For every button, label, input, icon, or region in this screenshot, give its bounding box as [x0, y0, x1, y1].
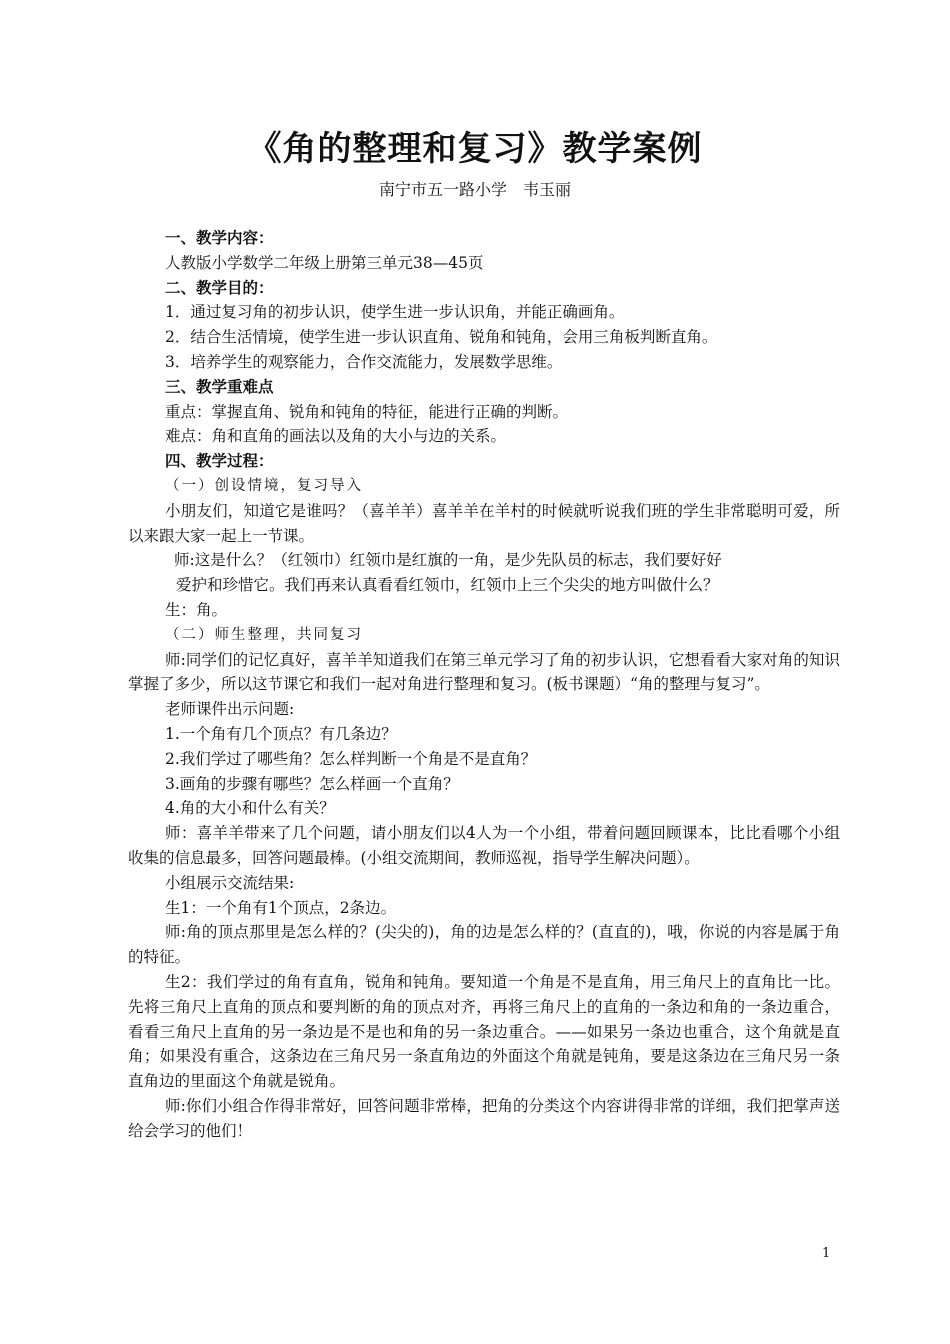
- subsection-heading: （二）师生整理，共同复习: [165, 626, 363, 643]
- paragraph: 师:同学们的记忆真好，喜羊羊知道我们在第三单元学习了角的初步认识，它想看看大家对角的知识掌握了多少，所以这节课它和我们一起对角进行整理和复习。(板书课题）“角的整理与复习”。: [128, 650, 840, 694]
- key-point-text: 重点：掌握直角、锐角和钝角的特征，能进行正确的判断。: [165, 402, 569, 421]
- paragraph: 师:你们小组合作得非常好，回答问题非常棒，把角的分类这个内容讲得非常的详细，我们把掌声送给会学习的他们！: [128, 1096, 840, 1140]
- document-body: [128, 226, 840, 1143]
- paragraph: 老师课件出示问题:: [165, 700, 295, 719]
- paragraph: 师:角的顶点那里是怎么样的？(尖尖的)，角的边是怎么样的？(直直的)，哦，你说的内容是属于角的特征。: [128, 923, 840, 967]
- section-heading-process: 四、教学过程：: [165, 452, 274, 471]
- subsection-heading: （一）创设情境，复习导入: [165, 477, 363, 494]
- paragraph: 小朋友们，知道它是谁吗？（喜羊羊）喜羊羊在羊村的时候就听说我们班的学生非常聪明可爱，所以来跟大家一起上一节课。: [128, 501, 840, 545]
- question-item: 1.一个角有几个顶点？有几条边？: [165, 724, 397, 743]
- paragraph: 生：角。: [165, 600, 228, 619]
- question-item: 3.画角的步骤有哪些？怎么样画一个直角？: [165, 774, 459, 793]
- goal-item: 2．结合生活情境，使学生进一步认识直角、锐角和钝角，会用三角板判断直角。: [165, 328, 718, 347]
- paragraph: 生1：一个角有1个顶点，2条边。: [165, 898, 397, 917]
- goal-item: 3．培养学生的观察能力，合作交流能力，发展数学思维。: [165, 352, 563, 371]
- section-heading-key-points: 三、教学重难点: [165, 377, 274, 396]
- question-item: 2.我们学过了哪些角？怎么样判断一个角是不是直角？: [165, 749, 537, 768]
- question-item: 4.角的大小和什么有关？: [165, 799, 335, 818]
- section-heading-goals: 二、教学目的：: [165, 278, 274, 297]
- author-line: 南宁市五一路小学 韦玉丽: [378, 180, 571, 199]
- difficulty-text: 难点：角和直角的画法以及角的大小与边的关系。: [165, 427, 507, 446]
- content-text: 人教版小学数学二年级上册第三单元38—45页: [165, 253, 484, 272]
- goal-item: 1．通过复习角的初步认识，使学生进一步认识角，并能正确画角。: [165, 303, 625, 322]
- paragraph: 师：喜羊羊带来了几个问题，请小朋友们以4人为一个小组，带着问题回顾课本，比比看哪个小组收集的信息最多，回答问题最棒。(小组交流期间，教师巡视，指导学生解决问题）。: [128, 824, 840, 867]
- section-heading-content: 一、教学内容：: [165, 229, 274, 247]
- paragraph: 生2：我们学过的角有直角，锐角和钝角。要知道一个角是不是直角，用三角尺上的直角比一比。先将三角尺上直角的顶点和要判断的角的顶点对齐，再将三角尺上的直角的一条边和角的一条边重合，看看三角尺上直角的另一条边是不是也和角的另一条边重合。——如果另一条边也重合，这个角就是直角；如果没有重合，这条边在三角尺另一条直角边的外面这个角就是钝角，要是这条边在三角尺另一条直角边的里面这个角就是锐角。: [128, 972, 840, 1091]
- paragraph: 小组展示交流结果:: [165, 873, 295, 892]
- paragraph-line: 爱护和珍惜它。我们再来认真看看红领巾，红领巾上三个尖尖的地方叫做什么？: [176, 576, 719, 595]
- paragraph-line: 师:这是什么？（红领巾）红领巾是红旗的一角，是少先队员的标志，我们要好好: [174, 551, 722, 570]
- document-title: 《角的整理和复习》教学案例: [247, 129, 703, 169]
- page-number: 1: [822, 1246, 831, 1261]
